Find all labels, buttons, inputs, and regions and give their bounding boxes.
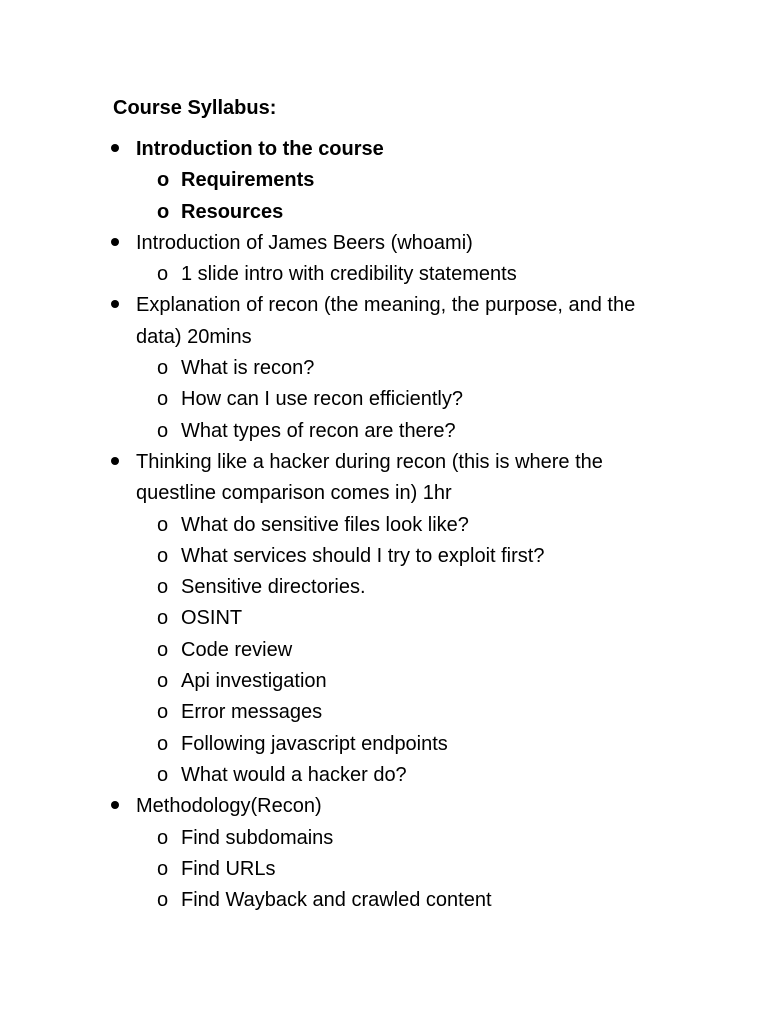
sub-item-text: Requirements [181,169,315,192]
sub-item [0,197,768,228]
sub-list [0,823,768,917]
sub-item [0,729,768,760]
circle-bullet-icon: o [157,388,169,411]
sub-item [0,353,768,384]
sub-item [0,259,768,290]
circle-bullet-icon: o [157,419,169,442]
sub-item [0,384,768,415]
sub-item-text: Resources [181,200,284,223]
sub-item-text: Find URLs [181,857,276,880]
sub-item [0,823,768,854]
document-title: Course Syllabus: [113,97,277,119]
circle-bullet-icon: o [157,513,169,536]
sub-item [0,760,768,791]
syllabus-item-text: Methodology(Recon) [136,795,322,818]
bullet-icon [111,457,119,465]
bullet-icon [111,300,119,308]
sub-item-text: What would a hacker do? [181,763,407,786]
syllabus-item [0,228,768,291]
sub-item-text: Sensitive directories. [181,576,366,599]
syllabus-item-text: Explanation of recon (the meaning, the purpose, and the data) 20mins [136,294,636,348]
sub-item [0,885,768,916]
circle-bullet-icon: o [157,826,169,849]
syllabus-item [0,290,768,446]
circle-bullet-icon: o [157,169,170,192]
circle-bullet-icon: o [157,576,169,599]
circle-bullet-icon: o [157,263,169,286]
sub-item [0,666,768,697]
circle-bullet-icon: o [157,607,169,630]
syllabus-item-text: Thinking like a hacker during recon (this is where the questline comparison comes in) 1hr [136,450,603,505]
circle-bullet-icon: o [157,763,169,786]
sub-item [0,854,768,885]
sub-list [0,510,768,792]
syllabus-item [0,134,768,228]
sub-item-text: Error messages [181,701,323,724]
sub-item [0,541,768,572]
sub-item-text: Code review [181,638,293,661]
sub-item-text: What do sensitive files look like? [181,513,469,536]
circle-bullet-icon: o [157,732,169,755]
circle-bullet-icon: o [157,544,169,567]
syllabus-item-text: Introduction of James Beers (whoami) [136,231,473,254]
sub-item [0,165,768,196]
sub-item-text: Find subdomains [181,826,334,849]
syllabus-item [0,791,768,916]
circle-bullet-icon: o [157,670,169,693]
circle-bullet-icon: o [157,357,169,380]
syllabus-item-text: Introduction to the course [136,138,384,160]
circle-bullet-icon: o [157,857,169,880]
sub-item [0,510,768,541]
sub-item [0,572,768,603]
sub-item [0,603,768,634]
circle-bullet-icon: o [157,701,169,724]
sub-item [0,416,768,447]
bullet-icon [111,801,119,809]
circle-bullet-icon: o [157,638,169,661]
sub-list [0,165,768,228]
sub-item [0,635,768,666]
sub-item [0,697,768,728]
circle-bullet-icon: o [157,889,169,912]
sub-item-text: Api investigation [181,670,327,693]
sub-item-text: OSINT [181,607,243,630]
sub-item-text: What types of recon are there? [181,419,456,442]
circle-bullet-icon: o [157,200,170,223]
syllabus-list [0,134,768,916]
bullet-icon [111,238,119,246]
syllabus-item [0,447,768,791]
sub-list [0,353,768,447]
sub-item-text: 1 slide intro with credibility statements [181,263,517,286]
sub-item-text: Following javascript endpoints [181,732,448,755]
sub-item-text: How can I use recon efficiently? [181,388,464,411]
sub-item-text: What services should I try to exploit first? [181,544,545,567]
sub-item-text: Find Wayback and crawled content [181,889,492,912]
bullet-icon [111,144,119,152]
sub-list [0,259,768,290]
sub-item-text: What is recon? [181,357,315,380]
